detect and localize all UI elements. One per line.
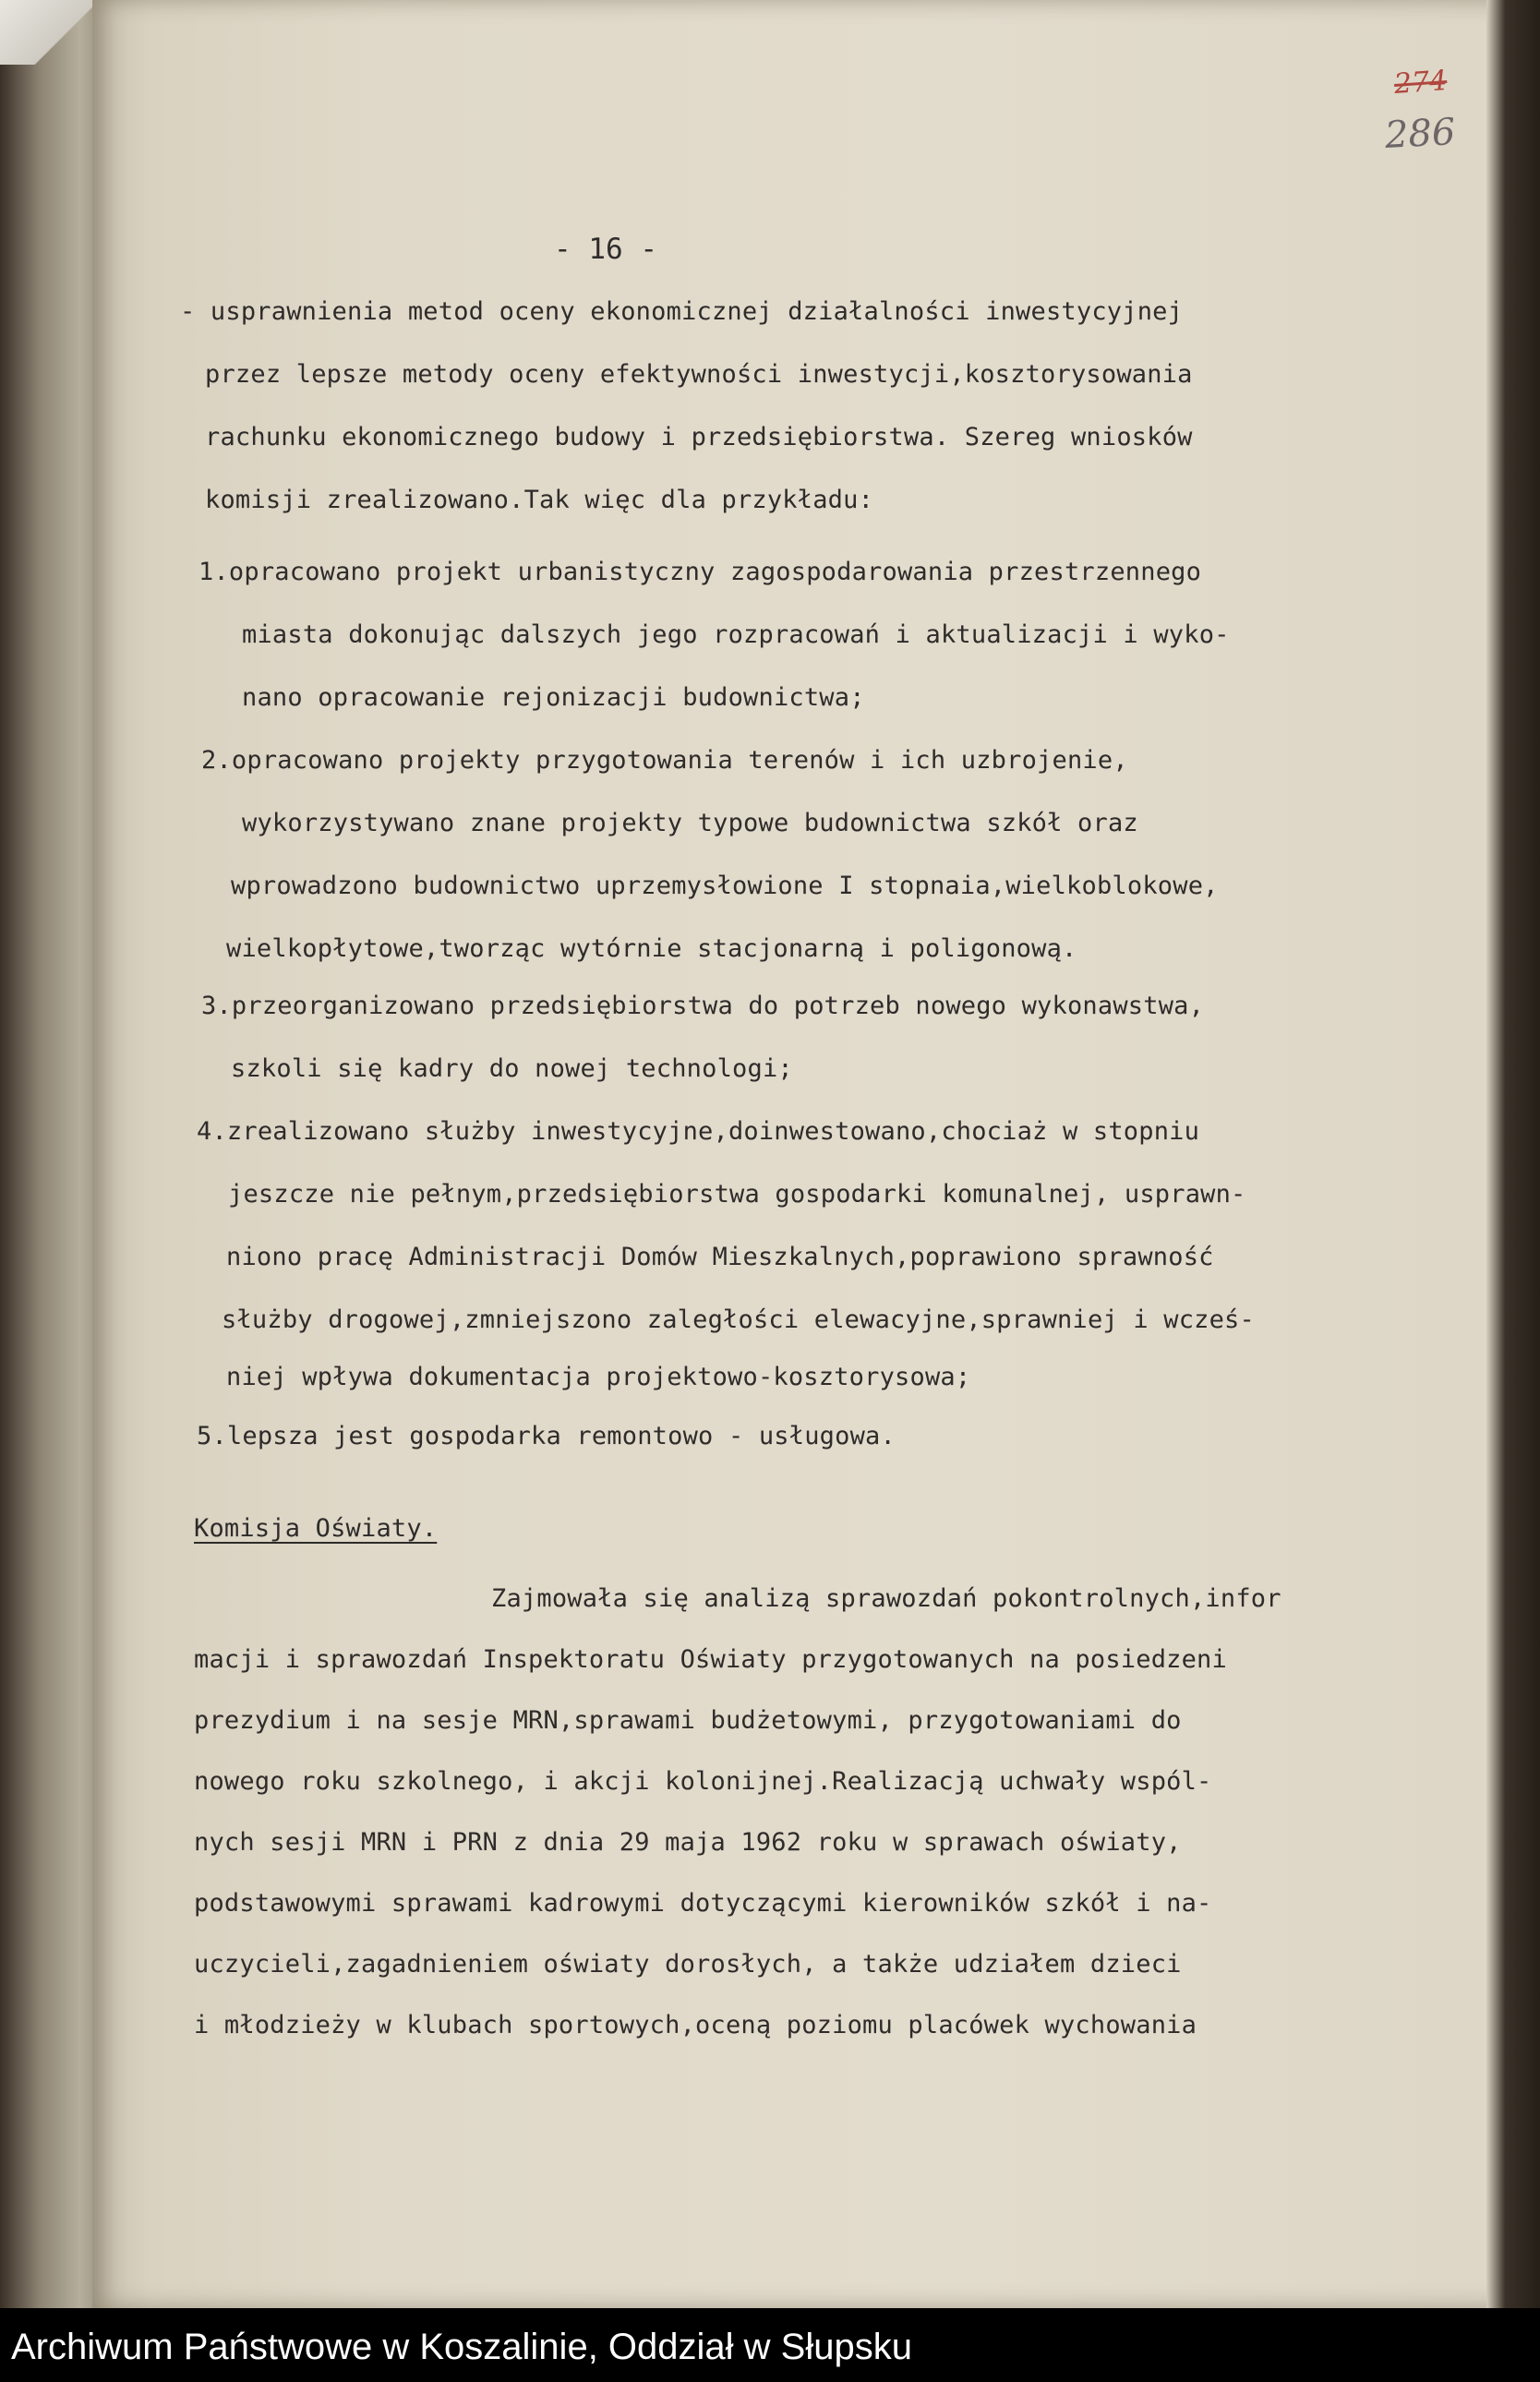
text-line: 3.przeorganizowano przedsiębiorstwa do potrzeb nowego wykonawstwa, (201, 992, 1205, 1020)
text-line: 5.lepsza jest gospodarka remontowo - usługowa. (197, 1422, 896, 1450)
text-line: podstawowymi sprawami kadrowymi dotyczącymi kierowników szkół i na- (194, 1889, 1212, 1918)
text-line: niej wpływa dokumentacja projektowo-kosztorysowa; (226, 1363, 971, 1391)
text-line: miasta dokonując dalszych jego rozpracowań i aktualizacji i wyko- (242, 620, 1230, 649)
text-line: przez lepsze metody oceny efektywności inwestycji,kosztorysowania (205, 360, 1193, 389)
section-heading: Komisja Oświaty. (194, 1514, 438, 1543)
text-line: nowego roku szkolnego, i akcji kolonijnej.Realizacją uchwały wspól- (194, 1767, 1212, 1796)
page-number: - 16 - (554, 233, 657, 266)
text-line: prezydium i na sesje MRN,sprawami budżetowymi, przygotowaniami do (194, 1706, 1182, 1735)
text-line: Zajmowała się analizą sprawozdań pokontrolnych,infor (491, 1584, 1281, 1613)
text-line: i młodzieży w klubach sportowych,oceną poziomu placówek wychowania (194, 2011, 1197, 2039)
text-line: wprowadzono budownictwo uprzemysłowione I stopnaia,wielkoblokowe, (231, 872, 1219, 900)
facing-page-edge (0, 0, 100, 2308)
text-line: nano opracowanie rejonizacji budownictwa; (242, 683, 865, 712)
text-line: macji i sprawozdań Inspektoratu Oświaty przygotowanych na posiedzeni (194, 1645, 1227, 1674)
archive-footer-label: Archiwum Państwowe w Koszalinie, Oddział w Słupsku (11, 2327, 912, 2367)
archive-footer-bar (0, 2308, 1540, 2382)
text-line: 4.zrealizowano służby inwestycyjne,doinwestowano,chociaż w stopniu (197, 1117, 1200, 1146)
text-line: 1.opracowano projekt urbanistyczny zagospodarowania przestrzennego (199, 558, 1202, 586)
text-line: uczycieli,zagadnieniem oświaty dorosłych, a także udziałem dzieci (194, 1950, 1182, 1979)
text-line: szkoli się kadry do nowej technologi; (231, 1054, 793, 1083)
text-line: wielkopłytowe,tworząc wytórnie stacjonarną i poligonową. (226, 934, 1077, 963)
text-line: komisji zrealizowano.Tak więc dla przykładu: (205, 486, 874, 514)
page-right-edge (1486, 0, 1540, 2308)
text-line: - usprawnienia metod oceny ekonomicznej działalności inwestycyjnej (180, 297, 1184, 326)
text-line: rachunku ekonomicznego budowy i przedsiębiorstwa. Szereg wniosków (205, 423, 1193, 451)
archive-folio-number: 286 (1383, 111, 1457, 157)
text-line: wykorzystywano znane projekty typowe budownictwa szkół oraz (242, 809, 1138, 837)
text-line: niono pracę Administracji Domów Mieszkalnych,poprawiono sprawność (226, 1243, 1214, 1271)
archive-folio-crossed-out: 274 (1392, 65, 1449, 101)
text-line: jeszcze nie pełnym,przedsiębiorstwa gospodarki komunalnej, usprawn- (228, 1180, 1246, 1209)
text-line: 2.opracowano projekty przygotowania terenów i ich uzbrojenie, (201, 746, 1128, 775)
text-line: nych sesji MRN i PRN z dnia 29 maja 1962 roku w sprawach oświaty, (194, 1828, 1182, 1857)
text-line: służby drogowej,zmniejszono zaległości elewacyjne,sprawniej i wcześ- (222, 1305, 1255, 1334)
